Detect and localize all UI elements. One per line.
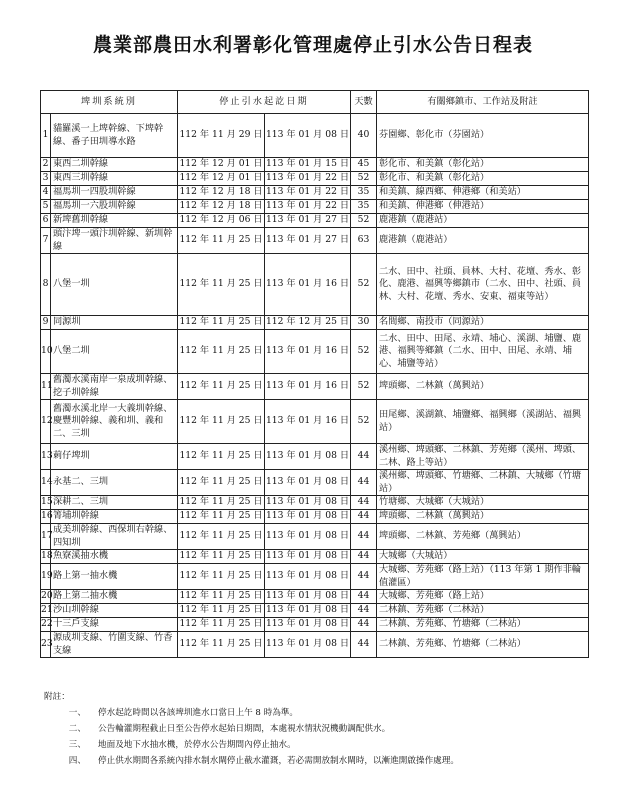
notes-cell: 竹塘鄉、大城鄉（大城站）	[377, 496, 589, 510]
table-row	[41, 510, 589, 524]
notes-cell: 埤頭鄉、二林鎮（萬興站）	[377, 374, 589, 400]
system-name: 頭汴埤一頭汴圳幹線、新圳幹線	[51, 228, 178, 254]
notes-cell: 二林鎮、芳苑鄉、竹塘鄉（二林站）	[377, 618, 589, 632]
end-date: 113 年 01 月 08 日	[265, 470, 351, 496]
table-row	[41, 590, 589, 604]
system-name: 十三戶支線	[51, 618, 178, 632]
notes-cell: 名間鄉、南投市（同源站）	[377, 316, 589, 330]
header-system: 埤圳系統別	[41, 91, 178, 114]
row-number: 22	[41, 618, 51, 632]
days-count: 52	[351, 374, 377, 400]
end-date: 113 年 01 月 08 日	[265, 618, 351, 632]
system-name: 同源圳	[51, 316, 178, 330]
row-number: 13	[41, 444, 51, 470]
start-date: 112 年 11 月 25 日	[178, 330, 265, 374]
system-name: 八堡一圳	[51, 254, 178, 316]
header-days: 天數	[351, 91, 377, 114]
notes-cell: 溪州鄉、埤頭鄉、二林鎮、芳苑鄉（溪州、埤頭、二林、路上等站）	[377, 444, 589, 470]
system-name: 源成圳支線、竹圍支線、竹香支線	[51, 632, 178, 658]
notes-cell: 二林鎮、芳苑鄉、竹塘鄉（二林站）	[377, 632, 589, 658]
table-row	[41, 400, 589, 444]
end-date: 113 年 01 月 22 日	[265, 186, 351, 200]
notes-cell: 大城鄉、芳苑鄉（路上站）（113 年第 1 期作非輪值灌區）	[377, 564, 589, 590]
notes-cell: 大城鄉、芳苑鄉（路上站）	[377, 590, 589, 604]
system-name: 魚寮溪抽水機	[51, 550, 178, 564]
note-index: 三、	[68, 740, 86, 750]
system-name: 福馬圳一六股圳幹線	[51, 200, 178, 214]
notes-cell: 大城鄉（大城站）	[377, 550, 589, 564]
row-number: 7	[41, 228, 51, 254]
table-row	[41, 228, 589, 254]
start-date: 112 年 11 月 25 日	[178, 524, 265, 550]
row-number: 19	[41, 564, 51, 590]
days-count: 44	[351, 590, 377, 604]
header-notes: 有關鄉鎮市、工作站及附註	[377, 91, 589, 114]
system-name: 成美圳幹線、西保圳右幹線、四知圳	[51, 524, 178, 550]
table-row	[41, 114, 589, 158]
system-name: 貓羅溪一上埤幹線、下埤幹線、番子田圳導水路	[51, 114, 178, 158]
days-count: 52	[351, 214, 377, 228]
days-count: 44	[351, 470, 377, 496]
notes-title: 附註：	[44, 692, 70, 702]
notes-cell: 二水、田中、社頭、員林、大村、花壇、秀水、彰化、鹿港、福興等鄉鎮市（二水、田中、社頭、員林、大村、花壇、秀水、安東、福東等站）	[377, 254, 589, 316]
system-name: 路上第二抽水機	[51, 590, 178, 604]
days-count: 52	[351, 330, 377, 374]
start-date: 112 年 11 月 25 日	[178, 444, 265, 470]
table-row	[41, 496, 589, 510]
days-count: 35	[351, 186, 377, 200]
end-date: 113 年 01 月 15 日	[265, 158, 351, 172]
row-number: 10	[41, 330, 51, 374]
end-date: 113 年 01 月 16 日	[265, 330, 351, 374]
row-number: 20	[41, 590, 51, 604]
note-item	[44, 738, 604, 750]
row-number: 17	[41, 524, 51, 550]
notes-cell: 埤頭鄉、二林鎮（萬興站）	[377, 510, 589, 524]
table-row	[41, 550, 589, 564]
row-number: 5	[41, 200, 51, 214]
note-index: 一、	[68, 708, 86, 718]
notes-cell: 田尾鄉、溪湖鎮、埔鹽鄉、福興鄉（溪湖站、福興站）	[377, 400, 589, 444]
note-index: 二、	[68, 724, 86, 734]
system-name: 舊濁水溪北岸一大義圳幹線、慶豐圳幹線、義和圳、義和二、三圳	[51, 400, 178, 444]
table-row	[41, 200, 589, 214]
row-number: 8	[41, 254, 51, 316]
notes-cell: 和美鎮、伸港鄉（伸港站）	[377, 200, 589, 214]
start-date: 112 年 11 月 29 日	[178, 114, 265, 158]
row-number: 14	[41, 470, 51, 496]
start-date: 112 年 12 月 18 日	[178, 186, 265, 200]
start-date: 112 年 11 月 25 日	[178, 604, 265, 618]
start-date: 112 年 12 月 18 日	[178, 200, 265, 214]
note-text: 停止供水期間各系統內排水制水閘停止截水灌溉，若必需開放制水閘時，以漸進開啟操作處理。	[98, 756, 459, 766]
table-row	[41, 158, 589, 172]
system-name: 深耕二、三圳	[51, 496, 178, 510]
note-item	[44, 706, 604, 718]
table-row	[41, 374, 589, 400]
start-date: 112 年 11 月 25 日	[178, 618, 265, 632]
table-row	[41, 186, 589, 200]
system-name: 箐埔圳幹線	[51, 510, 178, 524]
system-name: 舊濁水溪南岸一泉成圳幹線、挖子圳幹線	[51, 374, 178, 400]
end-date: 113 年 01 月 22 日	[265, 200, 351, 214]
system-name: 永基二、三圳	[51, 470, 178, 496]
days-count: 44	[351, 510, 377, 524]
end-date: 113 年 01 月 22 日	[265, 172, 351, 186]
days-count: 45	[351, 158, 377, 172]
end-date: 113 年 01 月 08 日	[265, 524, 351, 550]
row-number: 11	[41, 374, 51, 400]
days-count: 44	[351, 496, 377, 510]
start-date: 112 年 12 月 06 日	[178, 214, 265, 228]
table-row	[41, 214, 589, 228]
system-name: 沙山圳幹線	[51, 604, 178, 618]
end-date: 113 年 01 月 08 日	[265, 550, 351, 564]
row-number: 1	[41, 114, 51, 158]
start-date: 112 年 11 月 25 日	[178, 470, 265, 496]
end-date: 113 年 01 月 08 日	[265, 444, 351, 470]
system-name: 八堡二圳	[51, 330, 178, 374]
row-number: 16	[41, 510, 51, 524]
notes-cell: 二林鎮、芳苑鄉（二林站）	[377, 604, 589, 618]
days-count: 44	[351, 444, 377, 470]
days-count: 44	[351, 604, 377, 618]
days-count: 44	[351, 550, 377, 564]
end-date: 113 年 01 月 08 日	[265, 114, 351, 158]
start-date: 112 年 11 月 25 日	[178, 228, 265, 254]
row-number: 9	[41, 316, 51, 330]
end-date: 113 年 01 月 08 日	[265, 496, 351, 510]
note-item	[44, 722, 604, 734]
days-count: 30	[351, 316, 377, 330]
end-date: 112 年 12 月 25 日	[265, 316, 351, 330]
days-count: 35	[351, 200, 377, 214]
end-date: 113 年 01 月 08 日	[265, 632, 351, 658]
days-count: 52	[351, 254, 377, 316]
note-text: 停水起訖時間以各該埤圳進水口當日上午 8 時為準。	[98, 708, 298, 718]
notes-section	[44, 690, 604, 766]
system-name: 新埤舊圳幹線	[51, 214, 178, 228]
days-count: 52	[351, 172, 377, 186]
table-row	[41, 604, 589, 618]
header-dates: 停止引水起訖日期	[178, 91, 351, 114]
end-date: 113 年 01 月 08 日	[265, 564, 351, 590]
table-row	[41, 444, 589, 470]
table-row	[41, 470, 589, 496]
page-title: 農業部農田水利署彰化管理處停止引水公告日程表	[92, 34, 533, 56]
end-date: 113 年 01 月 16 日	[265, 400, 351, 444]
system-name: 東西二圳幹線	[51, 158, 178, 172]
row-number: 3	[41, 172, 51, 186]
table-row	[41, 632, 589, 658]
note-index: 四、	[68, 756, 86, 766]
start-date: 112 年 11 月 25 日	[178, 550, 265, 564]
start-date: 112 年 11 月 25 日	[178, 496, 265, 510]
row-number: 23	[41, 632, 51, 658]
system-name: 東西三圳幹線	[51, 172, 178, 186]
start-date: 112 年 11 月 25 日	[178, 632, 265, 658]
days-count: 44	[351, 564, 377, 590]
start-date: 112 年 11 月 25 日	[178, 254, 265, 316]
end-date: 113 年 01 月 08 日	[265, 510, 351, 524]
end-date: 113 年 01 月 27 日	[265, 214, 351, 228]
days-count: 40	[351, 114, 377, 158]
start-date: 112 年 11 月 25 日	[178, 400, 265, 444]
table-row	[41, 254, 589, 316]
note-item	[44, 754, 604, 766]
row-number: 15	[41, 496, 51, 510]
start-date: 112 年 12 月 01 日	[178, 158, 265, 172]
start-date: 112 年 11 月 25 日	[178, 510, 265, 524]
start-date: 112 年 11 月 25 日	[178, 316, 265, 330]
system-name: 福馬圳一四股圳幹線	[51, 186, 178, 200]
notes-cell: 彰化市、和美鎮（彰化站）	[377, 172, 589, 186]
system-name: 路上第一抽水機	[51, 564, 178, 590]
note-text: 公告輪灌期程截止日至公告停水起始日期間，本處視水情狀況機動調配供水。	[98, 724, 391, 734]
table-row	[41, 330, 589, 374]
row-number: 4	[41, 186, 51, 200]
table-row	[41, 316, 589, 330]
row-number: 2	[41, 158, 51, 172]
days-count: 52	[351, 400, 377, 444]
note-text: 地面及地下水抽水機，於停水公告期間內停止抽水。	[98, 740, 296, 750]
days-count: 63	[351, 228, 377, 254]
table-header-row	[41, 91, 589, 114]
start-date: 112 年 12 月 01 日	[178, 172, 265, 186]
end-date: 113 年 01 月 08 日	[265, 590, 351, 604]
table-row	[41, 618, 589, 632]
end-date: 113 年 01 月 16 日	[265, 254, 351, 316]
table-row	[41, 172, 589, 186]
row-number: 21	[41, 604, 51, 618]
days-count: 44	[351, 618, 377, 632]
notes-cell: 溪州鄉、埤頭鄉、竹塘鄉、二林鎮、大城鄉（竹塘站）	[377, 470, 589, 496]
notes-cell: 鹿港鎮（鹿港站）	[377, 228, 589, 254]
notes-cell: 彰化市、和美鎮（彰化站）	[377, 158, 589, 172]
days-count: 44	[351, 632, 377, 658]
notes-cell: 二水、田中、田尾、永靖、埔心、溪湖、埔鹽、鹿港、福興等鄉鎮（二水、田中、田尾、永靖、埔心、埔鹽等站）	[377, 330, 589, 374]
notes-cell: 埤頭鄉、二林鎮、芳苑鄉（萬興站）	[377, 524, 589, 550]
notes-cell: 鹿港鎮（鹿港站）	[377, 214, 589, 228]
table-row	[41, 564, 589, 590]
notes-cell: 和美鎮、線西鄉、伸港鄉（和美站）	[377, 186, 589, 200]
end-date: 113 年 01 月 27 日	[265, 228, 351, 254]
start-date: 112 年 11 月 25 日	[178, 590, 265, 604]
start-date: 112 年 11 月 25 日	[178, 374, 265, 400]
system-name: 莿仔埤圳	[51, 444, 178, 470]
notes-cell: 芬園鄉、彰化市（芬園站）	[377, 114, 589, 158]
end-date: 113 年 01 月 08 日	[265, 604, 351, 618]
days-count: 44	[351, 524, 377, 550]
end-date: 113 年 01 月 16 日	[265, 374, 351, 400]
start-date: 112 年 11 月 25 日	[178, 564, 265, 590]
table-row	[41, 524, 589, 550]
row-number: 6	[41, 214, 51, 228]
row-number: 12	[41, 400, 51, 444]
schedule-table	[40, 90, 589, 658]
row-number: 18	[41, 550, 51, 564]
